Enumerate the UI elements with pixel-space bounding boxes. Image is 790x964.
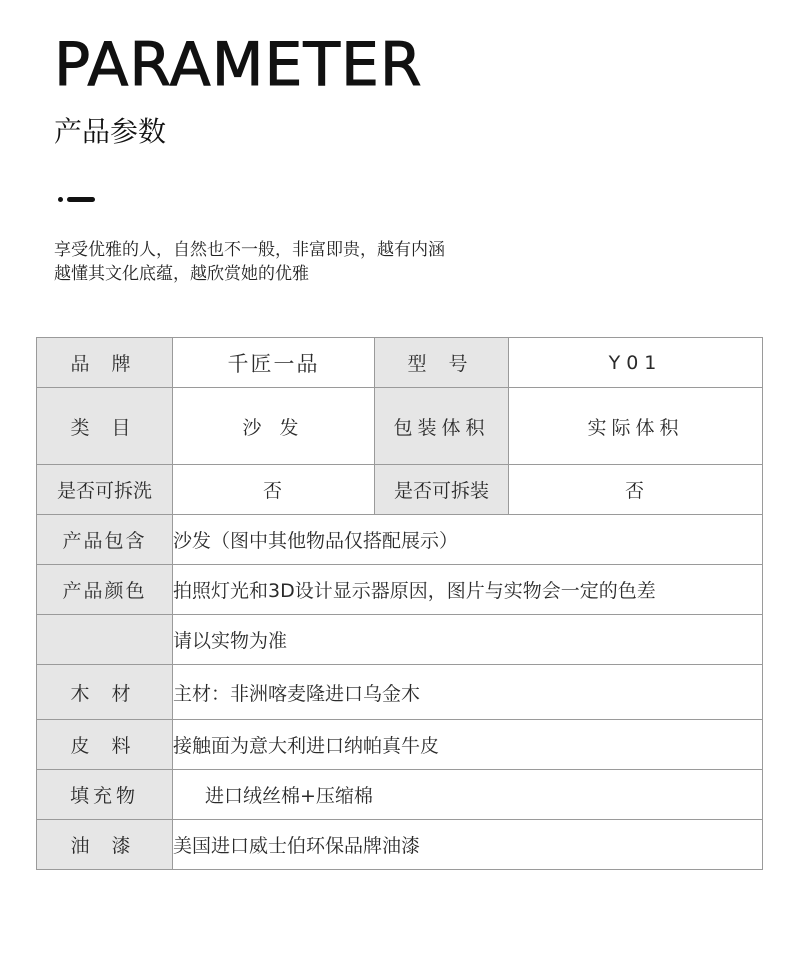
decorative-divider	[58, 196, 98, 204]
leather-value: 接触面为意大利进口纳帕真牛皮	[173, 720, 763, 770]
brand-label: 品 牌	[37, 338, 173, 388]
table-row	[37, 615, 763, 665]
table-row	[37, 388, 763, 465]
table-row	[37, 720, 763, 770]
washable-label: 是否可拆洗	[37, 465, 173, 515]
paint-label: 油 漆	[37, 820, 173, 870]
empty-label	[37, 615, 173, 665]
table-row	[37, 770, 763, 820]
table-row	[37, 665, 763, 720]
color-label: 产品颜色	[37, 565, 173, 615]
color-note: 请以实物为准	[173, 615, 763, 665]
filling-label: 填充物	[37, 770, 173, 820]
page-subtitle: 产品参数	[54, 115, 167, 148]
contents-label: 产品包含	[37, 515, 173, 565]
model-value: Y01	[509, 338, 763, 388]
divider-bar	[67, 197, 95, 202]
page-title: PARAMETER	[54, 30, 423, 100]
leather-label: 皮 料	[37, 720, 173, 770]
model-label: 型 号	[375, 338, 509, 388]
package-value: 实际体积	[509, 388, 763, 465]
removable-label: 是否可拆装	[375, 465, 509, 515]
package-label: 包装体积	[375, 388, 509, 465]
contents-value: 沙发（图中其他物品仅搭配展示）	[173, 515, 763, 565]
table-row	[37, 338, 763, 388]
paint-value: 美国进口威士伯环保品牌油漆	[173, 820, 763, 870]
table-row	[37, 465, 763, 515]
washable-value: 否	[173, 465, 375, 515]
slogan-line-2: 越懂其文化底蕴，越欣赏她的优雅	[54, 264, 309, 284]
color-value: 拍照灯光和3D设计显示器原因，图片与实物会一定的色差	[173, 565, 763, 615]
removable-value: 否	[509, 465, 763, 515]
slogan-line-1: 享受优雅的人，自然也不一般，非富即贵，越有内涵	[54, 240, 445, 260]
category-value: 沙 发	[173, 388, 375, 465]
table-row	[37, 565, 763, 615]
wood-label: 木 材	[37, 665, 173, 720]
slogan	[54, 238, 445, 286]
category-label: 类 目	[37, 388, 173, 465]
divider-dot	[58, 197, 63, 202]
table-row	[37, 515, 763, 565]
wood-value: 主材：非洲喀麦隆进口乌金木	[173, 665, 763, 720]
table-row	[37, 820, 763, 870]
brand-value: 千匠一品	[173, 338, 375, 388]
parameter-table	[36, 337, 763, 870]
filling-value: 进口绒丝棉+压缩棉	[173, 770, 763, 820]
